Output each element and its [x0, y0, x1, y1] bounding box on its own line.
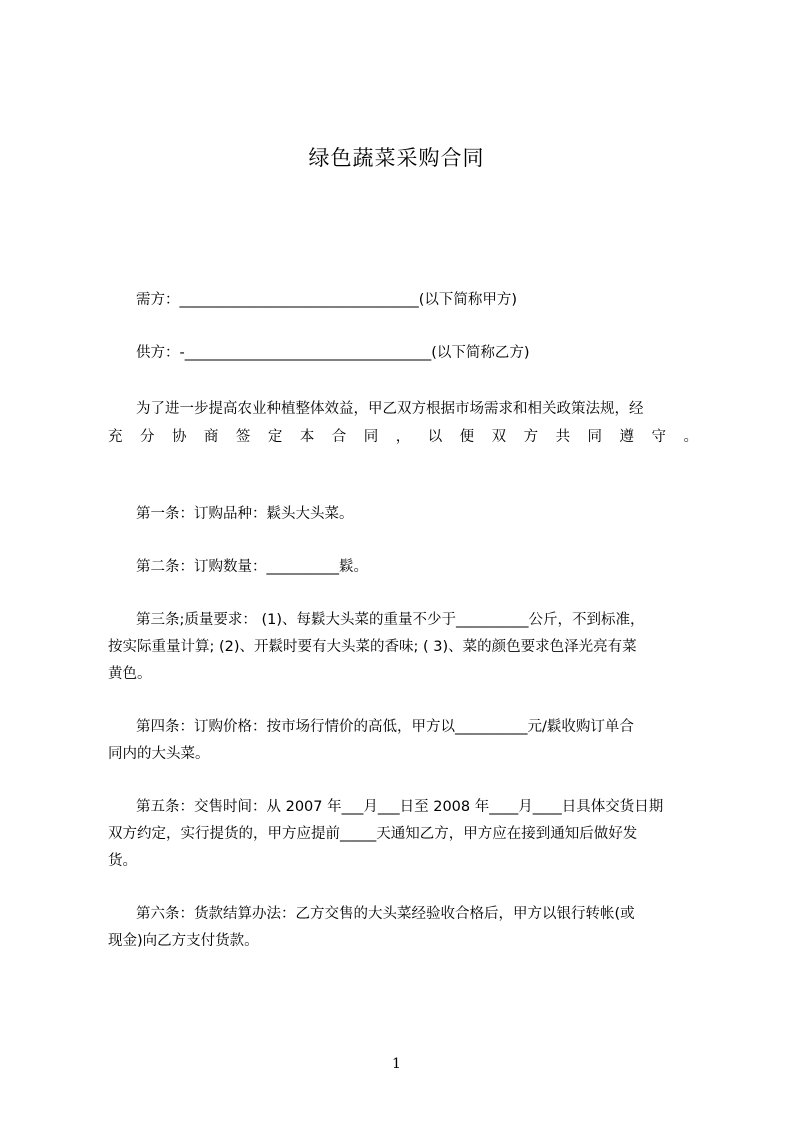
intro-char: ，: [395, 429, 411, 445]
intro-line-1: 为了进一步提高农业种植整体效益，甲乙双方根据市场需求和相关政策法规，经: [136, 401, 644, 417]
intro-char: 。: [683, 429, 698, 445]
intro-char: 方: [523, 429, 539, 445]
intro-char: 以: [427, 429, 443, 445]
supplier-line: 供方：-__________________________________(以下简称乙方): [136, 345, 530, 361]
article-1: 第一条：订购品种：鬏头大头菜。: [136, 506, 354, 522]
intro-char: 本: [299, 429, 315, 445]
intro-char: 协: [171, 429, 187, 445]
intro-char: 共: [555, 429, 571, 445]
intro-char: 签: [235, 429, 251, 445]
intro-char: 充: [108, 429, 123, 445]
intro-char: 守: [651, 429, 666, 445]
article-5-line-1: 第五条：交售时间：从 2007 年___月___日至 2008 年____月____日具体交货日期: [136, 799, 664, 815]
article-3-line-2: 按实际重量计算; (2)、开鬏时要有大头菜的香味; ( 3)、菜的颜色要求色泽光亮有菜: [108, 639, 637, 655]
intro-char: 同: [587, 429, 603, 445]
intro-char: 定: [267, 429, 283, 445]
article-6-line-1: 第六条：货款结算办法：乙方交售的大头菜经验收合格后，甲方以银行转帐(或: [136, 906, 635, 922]
article-4-line-2: 同内的大头菜。: [108, 746, 210, 762]
buyer-line: 需方：_________________________________(以下简称甲方): [136, 292, 518, 308]
intro-char: 合: [331, 429, 347, 445]
intro-char: 分: [139, 429, 155, 445]
article-5-line-3: 货。: [108, 853, 137, 869]
article-5-line-2: 双方约定，实行提货的，甲方应提前_____天通知乙方，甲方应在接到通知后做好发: [108, 826, 638, 842]
intro-char: 同: [363, 429, 379, 445]
intro-char: 双: [491, 429, 507, 445]
page-title: 绿色蔬菜采购合同: [308, 146, 485, 170]
page-number: 1: [392, 1056, 401, 1072]
intro-line-2: [108, 424, 698, 451]
article-2: 第二条：订购数量：__________鬏。: [136, 559, 368, 575]
intro-char: 商: [203, 429, 219, 445]
intro-char: 遵: [619, 429, 634, 445]
article-4-line-1: 第四条：订购价格：按市场行情价的高低，甲方以__________元/鬏收购订单合: [136, 719, 634, 735]
article-3-line-3: 黄色。: [108, 666, 152, 682]
article-6-line-2: 现金)向乙方支付货款。: [108, 933, 259, 949]
intro-char: 便: [459, 429, 475, 445]
article-3-line-1: 第三条;质量要求： (1)、每鬏大头菜的重量不少于__________公斤，不到标准，: [136, 612, 645, 628]
